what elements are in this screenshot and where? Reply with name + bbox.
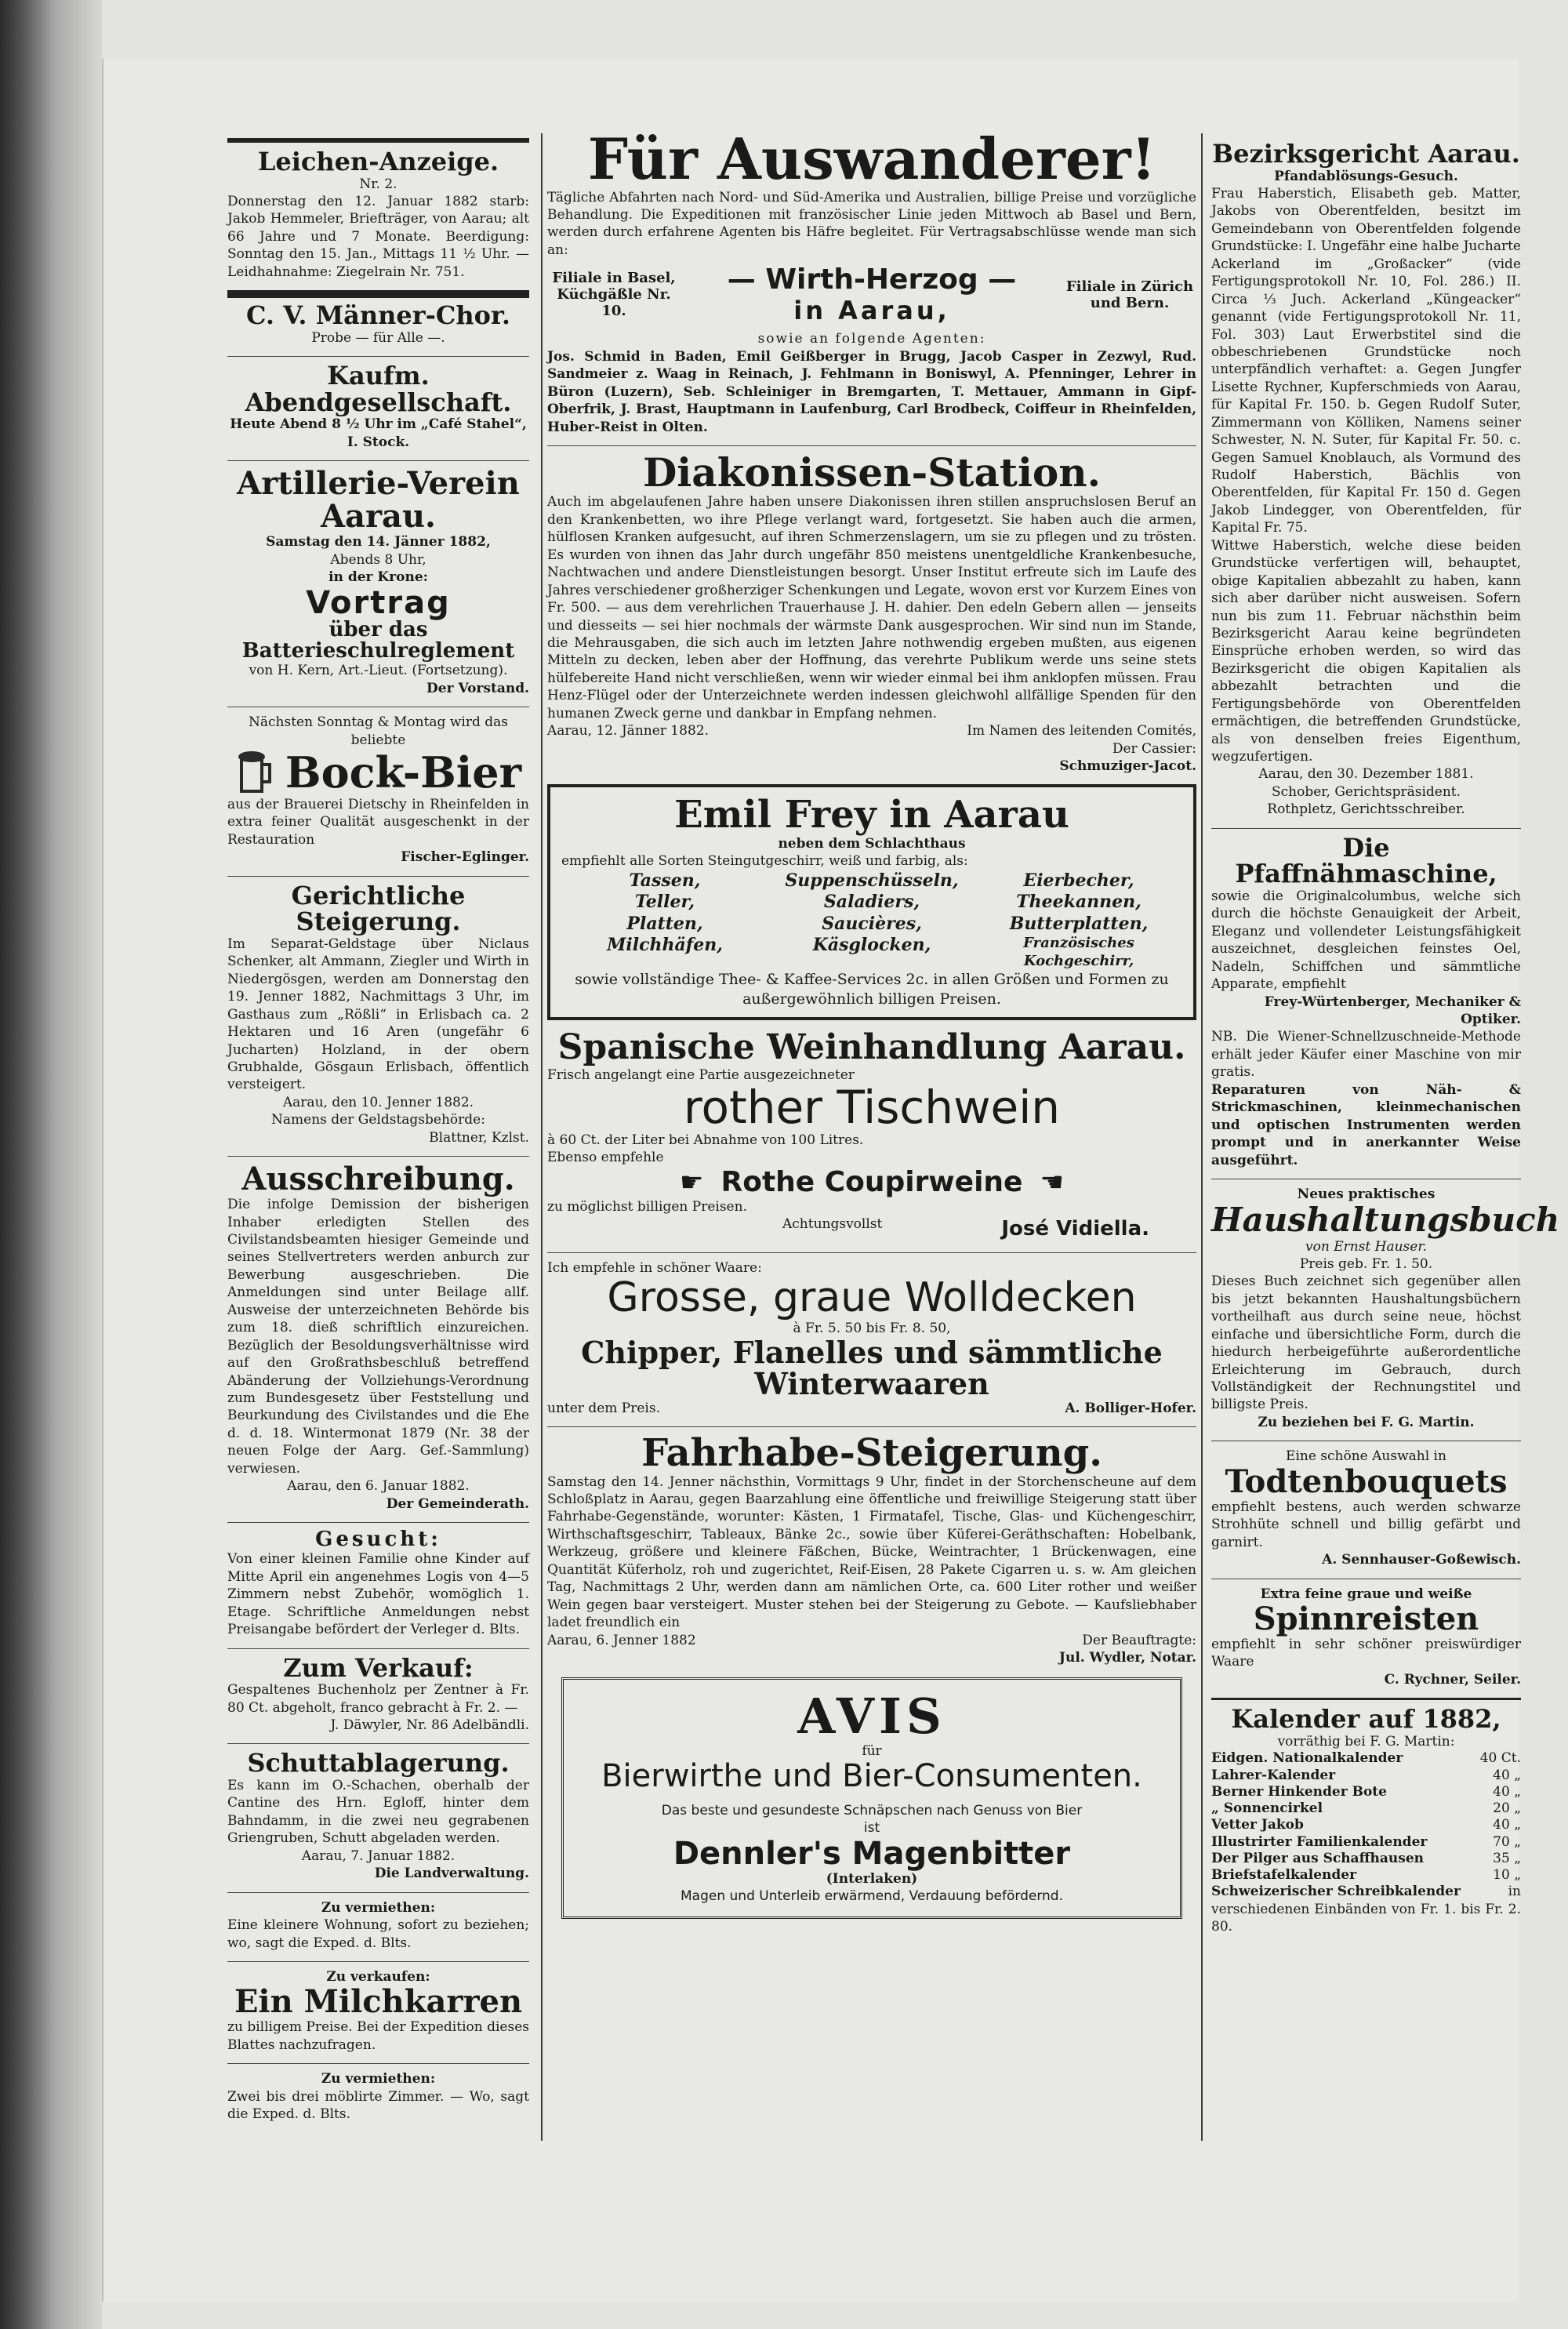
weinhandlung-ad (547, 1027, 1196, 1242)
bock-intro: Nächsten Sonntag & Montag wird das beliebte (248, 714, 508, 748)
avis-origin: (Interlaken) (826, 1870, 918, 1887)
spinn-title: Spinnreisten (1253, 1600, 1479, 1637)
gerichtliche-steigerung (227, 880, 529, 1146)
gericht-title: Gerichtliche Steigerung. (291, 880, 466, 937)
kalender-name: Briefstafelkalender (1211, 1867, 1357, 1884)
ausschreibung-date: Aarau, den 6. Januar 1882. (287, 1478, 470, 1495)
divider (227, 290, 529, 298)
fahrhabe-sign: Jul. Wydler, Notar. (1058, 1649, 1196, 1666)
auswanderer-title: Für Auswanderer! (587, 125, 1156, 192)
vermieten-ad-2 (227, 2070, 529, 2123)
artillerie-date: Samstag den 14. Jänner 1882, (266, 534, 491, 550)
filiale-zuerich: Filiale in Zürich und Bern. (1065, 278, 1194, 311)
maennerchor-ad (227, 300, 529, 347)
kalender-price: 40 „ (1493, 1817, 1521, 1833)
bezirk-body1: Frau Haberstich, Elisabeth geb. Matter, Jakobs von Oberentfelden, besitzt im Gemeindebann von Oberentfelden folgende Grundstücke: I. Ungefähr eine halbe Jucharte Ackerland im „Großacker“ (vide Fertigungsprotokoll Nr. 10, Fol. 286.) II. Circa ⅓ Juch. Ackerland „Küngeacker“ genannt (vide Fertigungsprotokoll Nr. 11, Fol. 303) Laut Erwerbstitel sind die obbeschriebenen Grundstücke noch unterpfändlich verhaftet: a. Gegen Jungfer Lisette Rychner, Kupferschmieds von Aarau, für Kapital Fr. 150. b. Gegen Rudolf Suter, Zimmermann von Kölliken, Namens seiner Schwester, N. N. Suter, für Kapital Fr. 50. c. Gegen Samuel Knoblauch, als Vormund des Rudolf Haberstich, Bächlis von Oberentfelden, für Kapital Fr. 150 d. Gegen Jakob Lindegger, von Oberentfelden, für Kapital Fr. 75. (1211, 186, 1521, 536)
avis-title: AVIS (797, 1688, 946, 1746)
frey-title: Emil Frey in Aarau (674, 793, 1069, 837)
divider (227, 356, 529, 357)
artillerie-title: Artillerie-Verein Aarau. (237, 465, 520, 536)
schutt-sign: Die Landverwaltung. (374, 1866, 529, 1882)
milch-title: Ein Milchkarren (234, 1983, 523, 2021)
firm-city: in Aarau, (793, 296, 950, 326)
milch-body: zu billigem Preise. Bei der Expedition dieses Blattes nachzufragen. (227, 2019, 529, 2053)
kalender-name: „ Sonnencirkel (1211, 1800, 1323, 1817)
kalender-price: 70 „ (1493, 1833, 1521, 1850)
diakonissen-ad (547, 449, 1196, 776)
wolle-outro: unter dem Preis. (547, 1400, 660, 1416)
wein-intro: Frisch angelangt eine Partie ausgezeichneter (547, 1066, 855, 1083)
frey-item: Käsglocken, (812, 935, 931, 956)
kalender-name: Eidgen. Nationalkalender (1211, 1750, 1403, 1767)
schutt-ad (227, 1750, 529, 1882)
kalender-price: 40 „ (1493, 1783, 1521, 1800)
divider (227, 1892, 529, 1893)
ausschreibung-body: Die infolge Demission der bisherigen Inhaber erledigten Stellen des Civilstandsbeamten hiesiger Gemeinde und seines Stellvertreters werden anburch zur Bewerbung ausgeschrieben. Die Anmeldungen sind unter Beilage allf. Ausweise der unterzeichneten Behörde bis zum 18. dieß schriftlich einzureichen. Bezüglich der Besoldungsverhältnisse wird auf den Großrathsbeschluß betreffend Abänderung der Vollziehungs-Verordnung zum Bundesgesetz über Feststellung und Beurkundung des Civilstandes und die Ehe d. d. 18. Wintermonat 1879 (Nr. 38 der neuen Folge der Aarg. Gef.-Sammlung) verwiesen. (227, 1197, 529, 1477)
spinn-pre: Extra feine graue und weiße (1260, 1586, 1472, 1602)
haus-price: Preis geb. Fr. 1. 50. (1299, 1255, 1433, 1272)
gericht-sign2: Blattner, Kzlst. (429, 1129, 529, 1146)
milchkarren-ad (227, 1968, 529, 2054)
kalender-list (1211, 1750, 1521, 1900)
vermieten1-title: Zu vermiethen: (321, 1899, 436, 1916)
maennerchor-sub: Probe — für Alle —. (311, 329, 445, 346)
diakon-comite: Im Namen des leitenden Comités, (967, 723, 1196, 739)
divider (227, 1743, 529, 1744)
divider (227, 1648, 529, 1649)
verkauf-ad (227, 1652, 529, 1735)
wolle-sign: A. Bolliger-Hofer. (1065, 1400, 1196, 1416)
schutt-date: Aarau, 7. Januar 1882. (301, 1848, 456, 1864)
kalender-row (1211, 1800, 1521, 1817)
agent-row (547, 263, 1196, 325)
fahrhabe-body: Samstag den 14. Jenner nächsthin, Vormittags 9 Uhr, findet in der Storchenscheune auf dem Schloßplatz in Aarau, gegen Baarzahlung eine öffentliche und freiwillige Steigerung statt über Fahrhabe-Gegenstände, worunter: Kästen, 1 Firmatafel, Tische, Glas- und Küchengeschirr, Wirthschaftsgeschirr, Tableaux, Bänke 2c., sowie über Küferei-Geräthschaften: Hobelbank, Werkzeug, größere und kleinere Fäßchen, Bücke, Weintrachter, 1 Brückenwagen, eine Quantität Küferholz, roh und zugerichtet, Reif-Eisen, 28 Pakete Cigarren u. s. w. Am gleichen Tag, Nachmittags 2 Uhr, werden dann am nämlichen Orte, ca. 600 Liter rother und weißer Wein gegen baar versteigert. Muster stehen bei der Steigerung zu Gebote. — Kaufsliebhaber ladet freundlich ein (547, 1473, 1196, 1631)
wein-product2: Rothe Coupirweine (720, 1165, 1023, 1198)
bezirk-sec: Rothpletz, Gerichtsschreiber. (1267, 801, 1465, 818)
leichen-body: Donnerstag den 12. Januar 1882 starb: Jakob Hemmeler, Briefträger, von Aarau; alt 66 Jahre und 7 Monate. Beerdigung: Sonntag den 15. Jan., Mittags 11 ½ Uhr. — Leidhahnahme: Ziegelrain Nr. 751. (227, 194, 529, 280)
wein-sign: José Vidiella. (1001, 1217, 1149, 1241)
beer-mug-icon (235, 749, 274, 796)
ausschreibung (227, 1163, 529, 1513)
frey-item: Teller, (634, 892, 695, 913)
wein-price: à 60 Ct. der Liter bei Abnahme von 100 Litres. (547, 1132, 864, 1148)
artillerie-by: von H. Kern, Art.-Lieut. (Fortsetzung). (249, 663, 508, 679)
frey-item: Tassen, (629, 870, 701, 891)
frey-item: Suppenschüsseln, (785, 870, 959, 891)
artillerie-ad (227, 467, 529, 697)
fahrhabe-ad (547, 1433, 1196, 1666)
fahrhabe-date: Aarau, 6. Jenner 1882 (547, 1632, 696, 1648)
divider (227, 138, 529, 143)
divider (227, 2063, 529, 2064)
kaufm-ad (227, 363, 529, 451)
leichen-nr: Nr. 2. (359, 176, 397, 192)
artillerie-place: in der Krone: (328, 569, 428, 586)
gericht-date: Aarau, den 10. Jenner 1882. (282, 1094, 474, 1110)
diakon-sign: Schmuziger-Jacot. (1059, 758, 1196, 775)
avis-body: Das beste und gesundeste Schnäpschen nach Genuss von Bier (661, 1802, 1083, 1819)
verkauf-title: Zum Verkauf: (283, 1652, 474, 1683)
kalender-price: 40 Ct. (1479, 1750, 1521, 1767)
wein-title: Spanische Weinhandlung Aarau. (557, 1027, 1186, 1068)
kalender-name: Vetter Jakob (1211, 1817, 1304, 1833)
kalender-price: 35 „ (1493, 1850, 1521, 1866)
gesucht-title: Gesucht: (315, 1528, 441, 1552)
kalender-row (1211, 1867, 1521, 1884)
wolle-line: Chipper, Flanelles und sämmtliche Winterwaaren (581, 1335, 1163, 1401)
spinn-body: empfiehlt in sehr schöner preiswürdiger Waare (1211, 1636, 1521, 1670)
kalender-outro: verschiedenen Einbänden von Fr. 1. bis Fr. 2. 80. (1211, 1901, 1521, 1935)
wolldecken-ad (547, 1259, 1196, 1418)
artillerie-sign: Der Vorstand. (426, 680, 529, 696)
fahrhabe-title: Fahrhabe-Steigerung. (641, 1431, 1102, 1476)
gericht-body: Im Separat-Geldstage über Niclaus Schenker, alt Ammann, Ziegler und Wirth in Niedergösgen, werden am Donnerstag den 19. Jenner 1882, Nachmittags 3 Uhr, im Gasthaus zum „Rößli“ in Erlisbach ca. 2 Hektaren und 16 Aren (ungefähr 6 Jucharten) Holzland, in der obern Grubhalde, Gösgaun Erlisbach, öffentlich versteigert. (227, 936, 529, 1093)
bezirk-sub: Pfandablösungs-Gesuch. (1274, 168, 1458, 184)
diakon-date: Aarau, 12. Jänner 1882. (547, 723, 709, 739)
gesucht-ad (227, 1529, 529, 1638)
frey-item: Butterplatten, (1009, 913, 1149, 934)
todten-title: Todtenbouquets (1225, 1462, 1508, 1500)
wein-product: rother Tischwein (683, 1081, 1061, 1135)
bockbier-ad (227, 714, 529, 867)
frey-item: Theekannen, (1016, 892, 1142, 913)
bezirksgericht-ad (1211, 141, 1521, 819)
kalender-price: 20 „ (1493, 1800, 1521, 1817)
divider (227, 460, 529, 461)
pfaff-nb: NB. Die Wiener-Schnellzuschneide-Methode erhält jeder Käufer einer Maschine von mir gratis. (1211, 1029, 1521, 1081)
vermieten2-title: Zu vermiethen: (321, 2071, 436, 2087)
gesucht-body: Von einer kleinen Familie ohne Kinder auf Mitte April ein angenehmes Logis von 4—5 Zimmern nebst Zubehör, womöglich 1. Etage. Schriftliche Anmeldungen nebst Preisangabe befördert der Verleger d. Blts. (227, 1551, 529, 1638)
avis-ist: ist (863, 1820, 880, 1837)
haus-sign: Zu beziehen bei F. G. Martin. (1258, 1414, 1475, 1430)
kalender-price: in (1508, 1884, 1521, 1900)
pointing-hand-right-icon: ☛ (680, 1166, 704, 1198)
avis-fuer: für (862, 1742, 882, 1759)
todten-sign: A. Sennhauser-Goßewisch. (1322, 1552, 1521, 1568)
column-right (1211, 139, 1560, 1945)
artillerie-vortrag: Vortrag (306, 584, 451, 621)
bezirk-title: Bezirksgericht Aarau. (1212, 139, 1520, 169)
milch-pre: Zu verkaufen: (326, 1968, 430, 1985)
kalender-name: Berner Hinkender Bote (1211, 1783, 1387, 1800)
todten-body: empfiehlt bestens, auch werden schwarze Strohhüte schnell und billig gefärbt und garnirt. (1211, 1499, 1521, 1550)
verkauf-body: Gespaltenes Buchenholz per Zentner à Fr. 80 Ct. abgeholt, franco gebracht à Fr. 2. — (227, 1682, 529, 1716)
divider (547, 1426, 1196, 1427)
wein-also: Ebenso empfehle (547, 1150, 664, 1166)
divider (227, 876, 529, 877)
kalender-price: 10 „ (1493, 1867, 1521, 1884)
wein-price2: zu möglichst billigen Preisen. (547, 1198, 747, 1215)
emil-frey-ad (547, 784, 1196, 1020)
wolle-intro: Ich empfehle in schöner Waare: (547, 1259, 762, 1276)
spinnreisten-ad (1211, 1586, 1521, 1689)
vermieten2-body: Zwei bis drei möblirte Zimmer. — Wo, sagt die Exped. d. Blts. (227, 2088, 529, 2123)
leichen-title: Leichen-Anzeige. (257, 147, 499, 176)
divider (1211, 1698, 1521, 1700)
kaufm-body: Heute Abend 8 ½ Uhr im „Café Stahel“, I. Stock. (230, 416, 527, 450)
maennerchor-title: C. V. Männer-Chor. (245, 300, 511, 331)
fahrhabe-role: Der Beauftragte: (1082, 1632, 1196, 1648)
column-left (227, 132, 529, 2133)
wolle-title: Grosse, graue Wolldecken (607, 1274, 1137, 1321)
wein-greet: Achtungsvollst (782, 1216, 883, 1233)
pfaff-sign: Frey-Würtenberger, Mechaniker & Optiker. (1264, 994, 1521, 1028)
divider (227, 1522, 529, 1523)
haus-pre: Neues praktisches (1297, 1186, 1436, 1202)
frey-item: Saucières, (822, 913, 922, 934)
pointing-hand-left-icon: ☚ (1040, 1166, 1064, 1198)
auswanderer-body: Tägliche Abfahrten nach Nord- und Süd-Amerika und Australien, billige Preise und vorzügliche Behandlung. Die Expeditionen mit französischer Linie jeden Mittwoch ab Basel und Bern, werden durch erfahrene Agenten bis Häfre begleitet. Für Vertragsabschlüsse wende man sich an: (547, 189, 1196, 258)
firm-name: — Wirth-Herzog — (727, 263, 1017, 296)
divider (547, 445, 1196, 446)
agents-list: Jos. Schmid in Baden, Emil Geißberger in Brugg, Jacob Casper in Zezwyl, Rud. Sandmeier z. Waag in Reinach, J. Fehlmann in Boniswyl, A. Pfenninger, Lehrer in Büron (Luzern), Seb. Schleiniger in Bremgarten, T. Mettauer, Ammann in Gipf-Oberfrik, J. Brast, Hauptmann in Laufenburg, Carl Brodbeck, Coiffeur in Rheinfelden, Huber-Reist in Olten. (547, 348, 1196, 435)
todten-pre: Eine schöne Auswahl in (1286, 1448, 1446, 1465)
bezirk-pres: Schober, Gerichtspräsident. (1271, 783, 1461, 800)
book-binding-edge (0, 0, 102, 2329)
kalender-row (1211, 1834, 1521, 1851)
divider (1211, 828, 1521, 829)
kaufm-title: Kaufm. Abendgesellschaft. (245, 361, 512, 417)
kalender-row (1211, 1884, 1521, 1900)
vermieten-ad-1 (227, 1899, 529, 1952)
kalender-title: Kalender auf 1882, (1231, 1704, 1501, 1735)
schutt-body: Es kann im O.-Schachen, oberhalb der Cantine des Hrn. Egloff, hinter dem Bahndamm, in die zwei neu gegrabenen Griengruben, Schutt abgeladen werden. (227, 1778, 529, 1847)
pfaff-body: sowie die Originalcolumbus, welche sich durch die höchste Genauigkeit der Arbeit, Eleganz und vollendeter Leistungsfähigkeit auszeichnet, desgleichen feinstes Oel, Nadeln, Schiffchen und sämmtliche Apparate, empfiehlt (1211, 888, 1521, 993)
frey-item: Französisches Kochgeschirr, (1023, 935, 1134, 969)
kalender-ad (1211, 1706, 1521, 1935)
ausschreibung-title: Ausschreibung. (241, 1161, 515, 1198)
kalender-row (1211, 1817, 1521, 1833)
haus-body: Dieses Buch zeichnet sich gegenüber allen bis jetzt bekannten Haushaltungsbüchern vortheilhaft aus durch seine neue, höchst einfache und übersichtliche Form, durch die hiedurch herbeigeführte außerordentliche Erleichterung im Gebrauch, durch Vollständigkeit der Rechnungstitel und billigste Preis. (1211, 1274, 1521, 1413)
kalender-name: Illustrirter Familienkalender (1211, 1833, 1428, 1850)
kalender-row (1211, 1851, 1521, 1867)
haushaltungsbuch-ad (1211, 1186, 1560, 1431)
pfaff-ad (1211, 832, 1521, 1169)
bock-title: Bock-Bier (285, 747, 522, 798)
frey-items (561, 870, 1182, 971)
column-rule-left (541, 133, 543, 2141)
haus-by: von Ernst Hauser. (1305, 1238, 1427, 1255)
divider (227, 1156, 529, 1157)
artillerie-time: Abends 8 Uhr, (330, 551, 426, 568)
kalender-name: Der Pilger aus Schaffhausen (1211, 1850, 1425, 1866)
ausschreibung-sign: Der Gemeinderath. (386, 1495, 529, 1512)
artillerie-topic: über das Batterieschulreglement (241, 617, 515, 663)
bock-body: aus der Brauerei Dietschy in Rheinfelden in extra feiner Qualität ausgeschenkt in der Restauration (227, 796, 529, 848)
avis-claim: Magen und Unterleib erwärmend, Verdauung befördernd. (681, 1888, 1063, 1905)
kalender-row (1211, 1784, 1521, 1800)
schutt-title: Schuttablagerung. (247, 1748, 510, 1779)
gericht-sign1: Namens der Geldstagsbehörde: (271, 1112, 485, 1128)
auswanderer-ad (547, 125, 1196, 436)
avis-target: Bierwirthe und Bier-Consumenten. (601, 1757, 1142, 1794)
pfaff-title: Die Pfaffnähmaschine, (1235, 832, 1497, 889)
frey-sub: neben dem Schlachthaus (778, 835, 966, 852)
bezirk-date: Aarau, den 30. Dezember 1881. (1258, 766, 1474, 783)
bock-sign: Fischer-Eglinger. (401, 849, 529, 866)
kalender-price: 40 „ (1493, 1767, 1521, 1783)
leichen-anzeige (227, 149, 529, 281)
bezirk-body2: Wittwe Haberstich, welche diese beiden Grundstücke verfertigen will, behauptet, obige Kapitalien abbezahlt zu haben, kann sich aber darüber nicht ausweisen. Sofern nun bis zum 11. Februar nächsthin beim Bezirksgericht Aarau keine begründeten Einsprüche erhoben werden, so wird das Bezirksgericht die obigen Kapitalien als abbezahlt betrachten und die Fertigungsbehörde von Oberentfelden ermächtigen, die betreffenden Grundstücke, als von denselben freies Eigenthum, wegzufertigen. (1211, 537, 1521, 765)
kalender-row (1211, 1750, 1521, 1767)
frey-item: Milchhäfen, (607, 935, 723, 956)
wolle-price: à Fr. 5. 50 bis Fr. 8. 50, (793, 1320, 951, 1336)
divider (547, 1252, 1196, 1253)
spinn-sign: C. Rychner, Seiler. (1384, 1671, 1521, 1688)
divider (227, 1961, 529, 1962)
frey-intro: empfiehlt alle Sorten Steingutgeschirr, weiß und farbig, als: (561, 853, 968, 870)
diakon-title: Diakonissen-Station. (642, 449, 1102, 496)
filiale-basel: Filiale in Basel, Küchgäßle Nr. 10. (552, 270, 676, 320)
pfaff-repair: Reparaturen von Näh- & Strickmaschinen, kleinmechanischen und optischen Instrumenten werden prompt und in anerkannter Weise ausgeführt. (1211, 1081, 1521, 1168)
frey-item: Platten, (626, 913, 703, 934)
kalender-name: Lahrer-Kalender (1211, 1767, 1336, 1783)
agents-intro: sowie an folgende Agenten: (757, 331, 986, 347)
vermieten1-body: Eine kleinere Wohnung, sofort zu beziehen; wo, sagt die Exped. d. Blts. (227, 1917, 529, 1951)
avis-product: Dennler's Magenbitter (673, 1835, 1071, 1872)
frey-item: Saladiers, (823, 892, 920, 913)
diakon-body: Auch im abgelaufenen Jahre haben unsere Diakonissen ihren stillen anspruchslosen Beruf an den Krankenbetten, wo ihre Pflege verlangt ward, fortgesetzt. Sie haben auch die armen, hülflosen Kranken aufgesucht, auf ihren Schmerzenslagern, um sie zu pflegen und zu trösten. Es wurden von ihnen das Jahr durch ungefähr 850 meistens unentgeldliche Krankenbesuche, Nachtwachen und andere Dienstleistungen besorgt. Unser Institut erfreute sich im Laufe des Jahres verschiedener großherziger Schenkungen und Legate, wovon erst vor Kurzem Eines von Fr. 500. — aus dem verehrlichen Trauerhause J. H. dahier. Den edeln Gebern allen — jenseits und diesseits — sei hier nochmals der wärmste Dank ausgesprochen. Wir sind nun im Stande, die Mehrausgaben, die sich auch im letzten Jahre nothwendig ergeben mußten, aus eigenen Mitteln zu decken, leben aber der Hoffnung, das verehrte Publikum werde uns seine stets hülfebereite Hand nicht verschließen, wenn wir wieder einmal bei ihm anklopfen müssen. Frau Henz-Flügel oder der Unterzeichnete werden indessen gleichwohl allfällige Spenden für den humanen Zweck gerne und dankbar in Empfang nehmen. (547, 494, 1196, 721)
frey-outro: sowie vollständige Thee- & Kaffee-Services 2c. in allen Größen und Formen zu außergewöhnlich billigen Preisen. (575, 971, 1169, 1008)
kalender-sub: vorräthig bei F. G. Martin: (1277, 1733, 1455, 1749)
avis-box (561, 1677, 1182, 1918)
diakon-cassier: Der Cassier: (1112, 740, 1196, 757)
frey-item: Eierbecher, (1023, 870, 1134, 891)
column-rule-right (1201, 133, 1203, 2141)
verkauf-sign: J. Däwyler, Nr. 86 Adelbändli. (330, 1717, 529, 1733)
kalender-name: Schweizerischer Schreibkalender (1211, 1884, 1461, 1900)
haus-title: Haushaltungsbuch (1211, 1201, 1560, 1240)
todtenbouquets-ad (1211, 1448, 1521, 1568)
column-middle (547, 125, 1196, 1919)
kalender-row (1211, 1768, 1521, 1784)
